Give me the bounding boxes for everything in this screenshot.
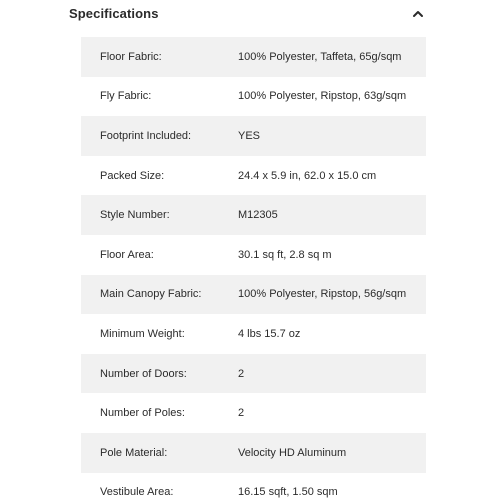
spec-value: 2 xyxy=(238,407,245,420)
spec-label: Number of Poles: xyxy=(100,407,185,420)
spec-row xyxy=(81,275,426,315)
spec-value: 2 xyxy=(238,367,245,380)
spec-label: Vestibule Area: xyxy=(100,486,174,499)
spec-label: Pole Material: xyxy=(100,446,168,459)
spec-label: Fly Fabric: xyxy=(100,90,152,103)
spec-value: 100% Polyester, Taffeta, 65g/sqm xyxy=(238,50,402,63)
spec-row xyxy=(81,77,426,117)
spec-value: 16.15 sqft, 1.50 sqm xyxy=(238,486,338,499)
spec-value: M12305 xyxy=(238,209,278,222)
spec-row xyxy=(81,116,426,156)
spec-value: YES xyxy=(238,129,261,142)
specifications-accordion-header[interactable] xyxy=(0,0,500,30)
spec-row xyxy=(81,235,426,275)
spec-label: Number of Doors: xyxy=(100,367,187,380)
spec-label: Main Canopy Fabric: xyxy=(100,288,202,301)
spec-row xyxy=(81,393,426,433)
spec-label: Footprint Included: xyxy=(100,129,192,142)
specifications-table xyxy=(81,37,426,500)
spec-row xyxy=(81,354,426,394)
spec-row xyxy=(81,473,426,500)
spec-row xyxy=(81,195,426,235)
spec-value: 24.4 x 5.9 in, 62.0 x 15.0 cm xyxy=(238,169,377,182)
spec-label: Packed Size: xyxy=(100,169,165,182)
chevron-up-icon[interactable] xyxy=(411,9,425,19)
spec-label: Style Number: xyxy=(100,209,170,222)
spec-value: Velocity HD Aluminum xyxy=(238,446,347,459)
spec-row xyxy=(81,433,426,473)
section-title: Specifications xyxy=(69,6,159,21)
spec-label: Floor Area: xyxy=(100,248,154,261)
spec-value: 100% Polyester, Ripstop, 63g/sqm xyxy=(238,90,407,103)
spec-row xyxy=(81,37,426,77)
spec-label: Minimum Weight: xyxy=(100,327,185,340)
spec-row xyxy=(81,314,426,354)
spec-value: 4 lbs 15.7 oz xyxy=(238,327,301,340)
spec-label: Floor Fabric: xyxy=(100,50,162,63)
spec-value: 100% Polyester, Ripstop, 56g/sqm xyxy=(238,288,407,301)
spec-value: 30.1 sq ft, 2.8 sq m xyxy=(238,248,332,261)
spec-row xyxy=(81,156,426,196)
